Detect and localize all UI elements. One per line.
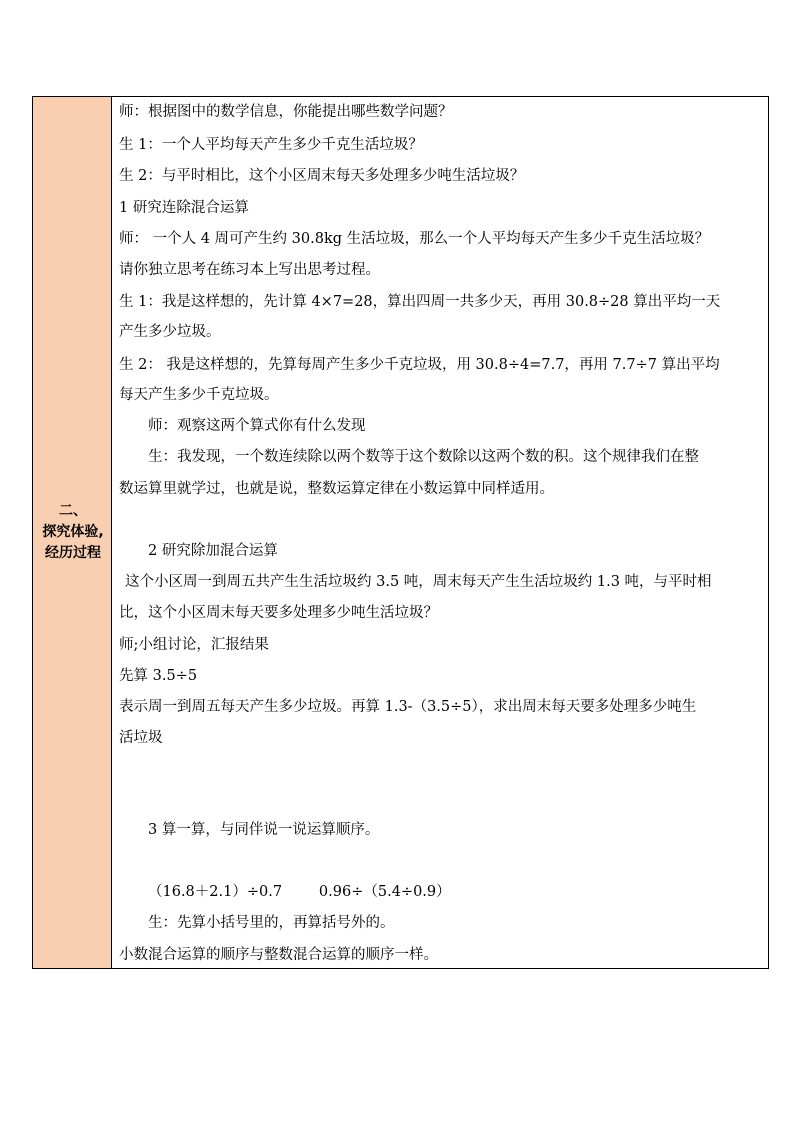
text-line: 师;小组讨论，汇报结果 bbox=[119, 637, 269, 653]
heading-line: 3 算一算，与同伴说一说运算顺序。 bbox=[148, 822, 380, 838]
text-line: 这个小区周一到周五共产生生活垃圾约 3.5 吨，周末每天产生生活垃圾约 1.3 吨，与平时相 bbox=[125, 574, 712, 590]
heading-line: 2 研究除加混合运算 bbox=[148, 543, 278, 559]
text-line: 师：观察这两个算式你有什么发现 bbox=[148, 418, 366, 434]
section-title-line: 二、 bbox=[58, 503, 87, 519]
text-line: 生 2：与平时相比，这个小区周末每天多处理多少吨生活垃圾？ bbox=[119, 168, 525, 184]
formula-line: （16.8＋2.1）÷0.7 0.96÷（5.4÷0.9） bbox=[148, 884, 451, 900]
text-line: 师： 一个人 4 周可产生约 30.8kg 生活垃圾，那么一个人平均每天产生多少千克生活垃圾？ bbox=[119, 231, 710, 247]
text-line: 生 2： 我是这样想的，先算每周产生多少千克垃圾，用 30.8÷4=7.7，再用 7.7÷7 算出平均 bbox=[119, 357, 720, 373]
section-title bbox=[42, 501, 103, 564]
section-label-cell bbox=[33, 97, 112, 968]
text-line: 小数混合运算的顺序与整数混合运算的顺序一样。 bbox=[119, 947, 438, 963]
text-line: 请你独立思考在练习本上写出思考过程。 bbox=[119, 262, 380, 278]
text-line: 表示周一到周五每天产生多少垃圾。再算 1.3-（3.5÷5），求出周末每天要多处理多少吨生 bbox=[119, 699, 697, 715]
text-line: 数运算里就学过，也就是说，整数运算定律在小数运算中同样适用。 bbox=[119, 481, 554, 497]
text-line: 生 1：我是这样想的，先计算 4×7=28，算出四周一共多少天，再用 30.8÷28 算出平均一天 bbox=[119, 294, 721, 310]
text-line: 先算 3.5÷5 bbox=[119, 668, 198, 684]
content-cell bbox=[112, 97, 768, 968]
section-title-line: 经历过程 bbox=[44, 545, 101, 561]
section-title-line: 探究体验, bbox=[42, 524, 104, 540]
heading-line: 1 研究连除混合运算 bbox=[119, 200, 249, 216]
text-line: 师：根据图中的数学信息，你能提出哪些数学问题？ bbox=[119, 104, 453, 120]
text-line: 生 1：一个人平均每天产生多少千克生活垃圾？ bbox=[119, 137, 423, 153]
text-line: 生：我发现，一个数连续除以两个数等于这个数除以这两个数的积。这个规律我们在整 bbox=[148, 449, 699, 465]
text-line: 活垃圾 bbox=[119, 730, 163, 746]
lesson-table bbox=[32, 96, 769, 969]
text-line: 产生多少垃圾。 bbox=[119, 324, 221, 340]
text-line: 比，这个小区周末每天要多处理多少吨生活垃圾？ bbox=[119, 605, 438, 621]
text-line: 每天产生多少千克垃圾。 bbox=[119, 387, 279, 403]
text-line: 生：先算小括号里的，再算括号外的。 bbox=[148, 915, 395, 931]
